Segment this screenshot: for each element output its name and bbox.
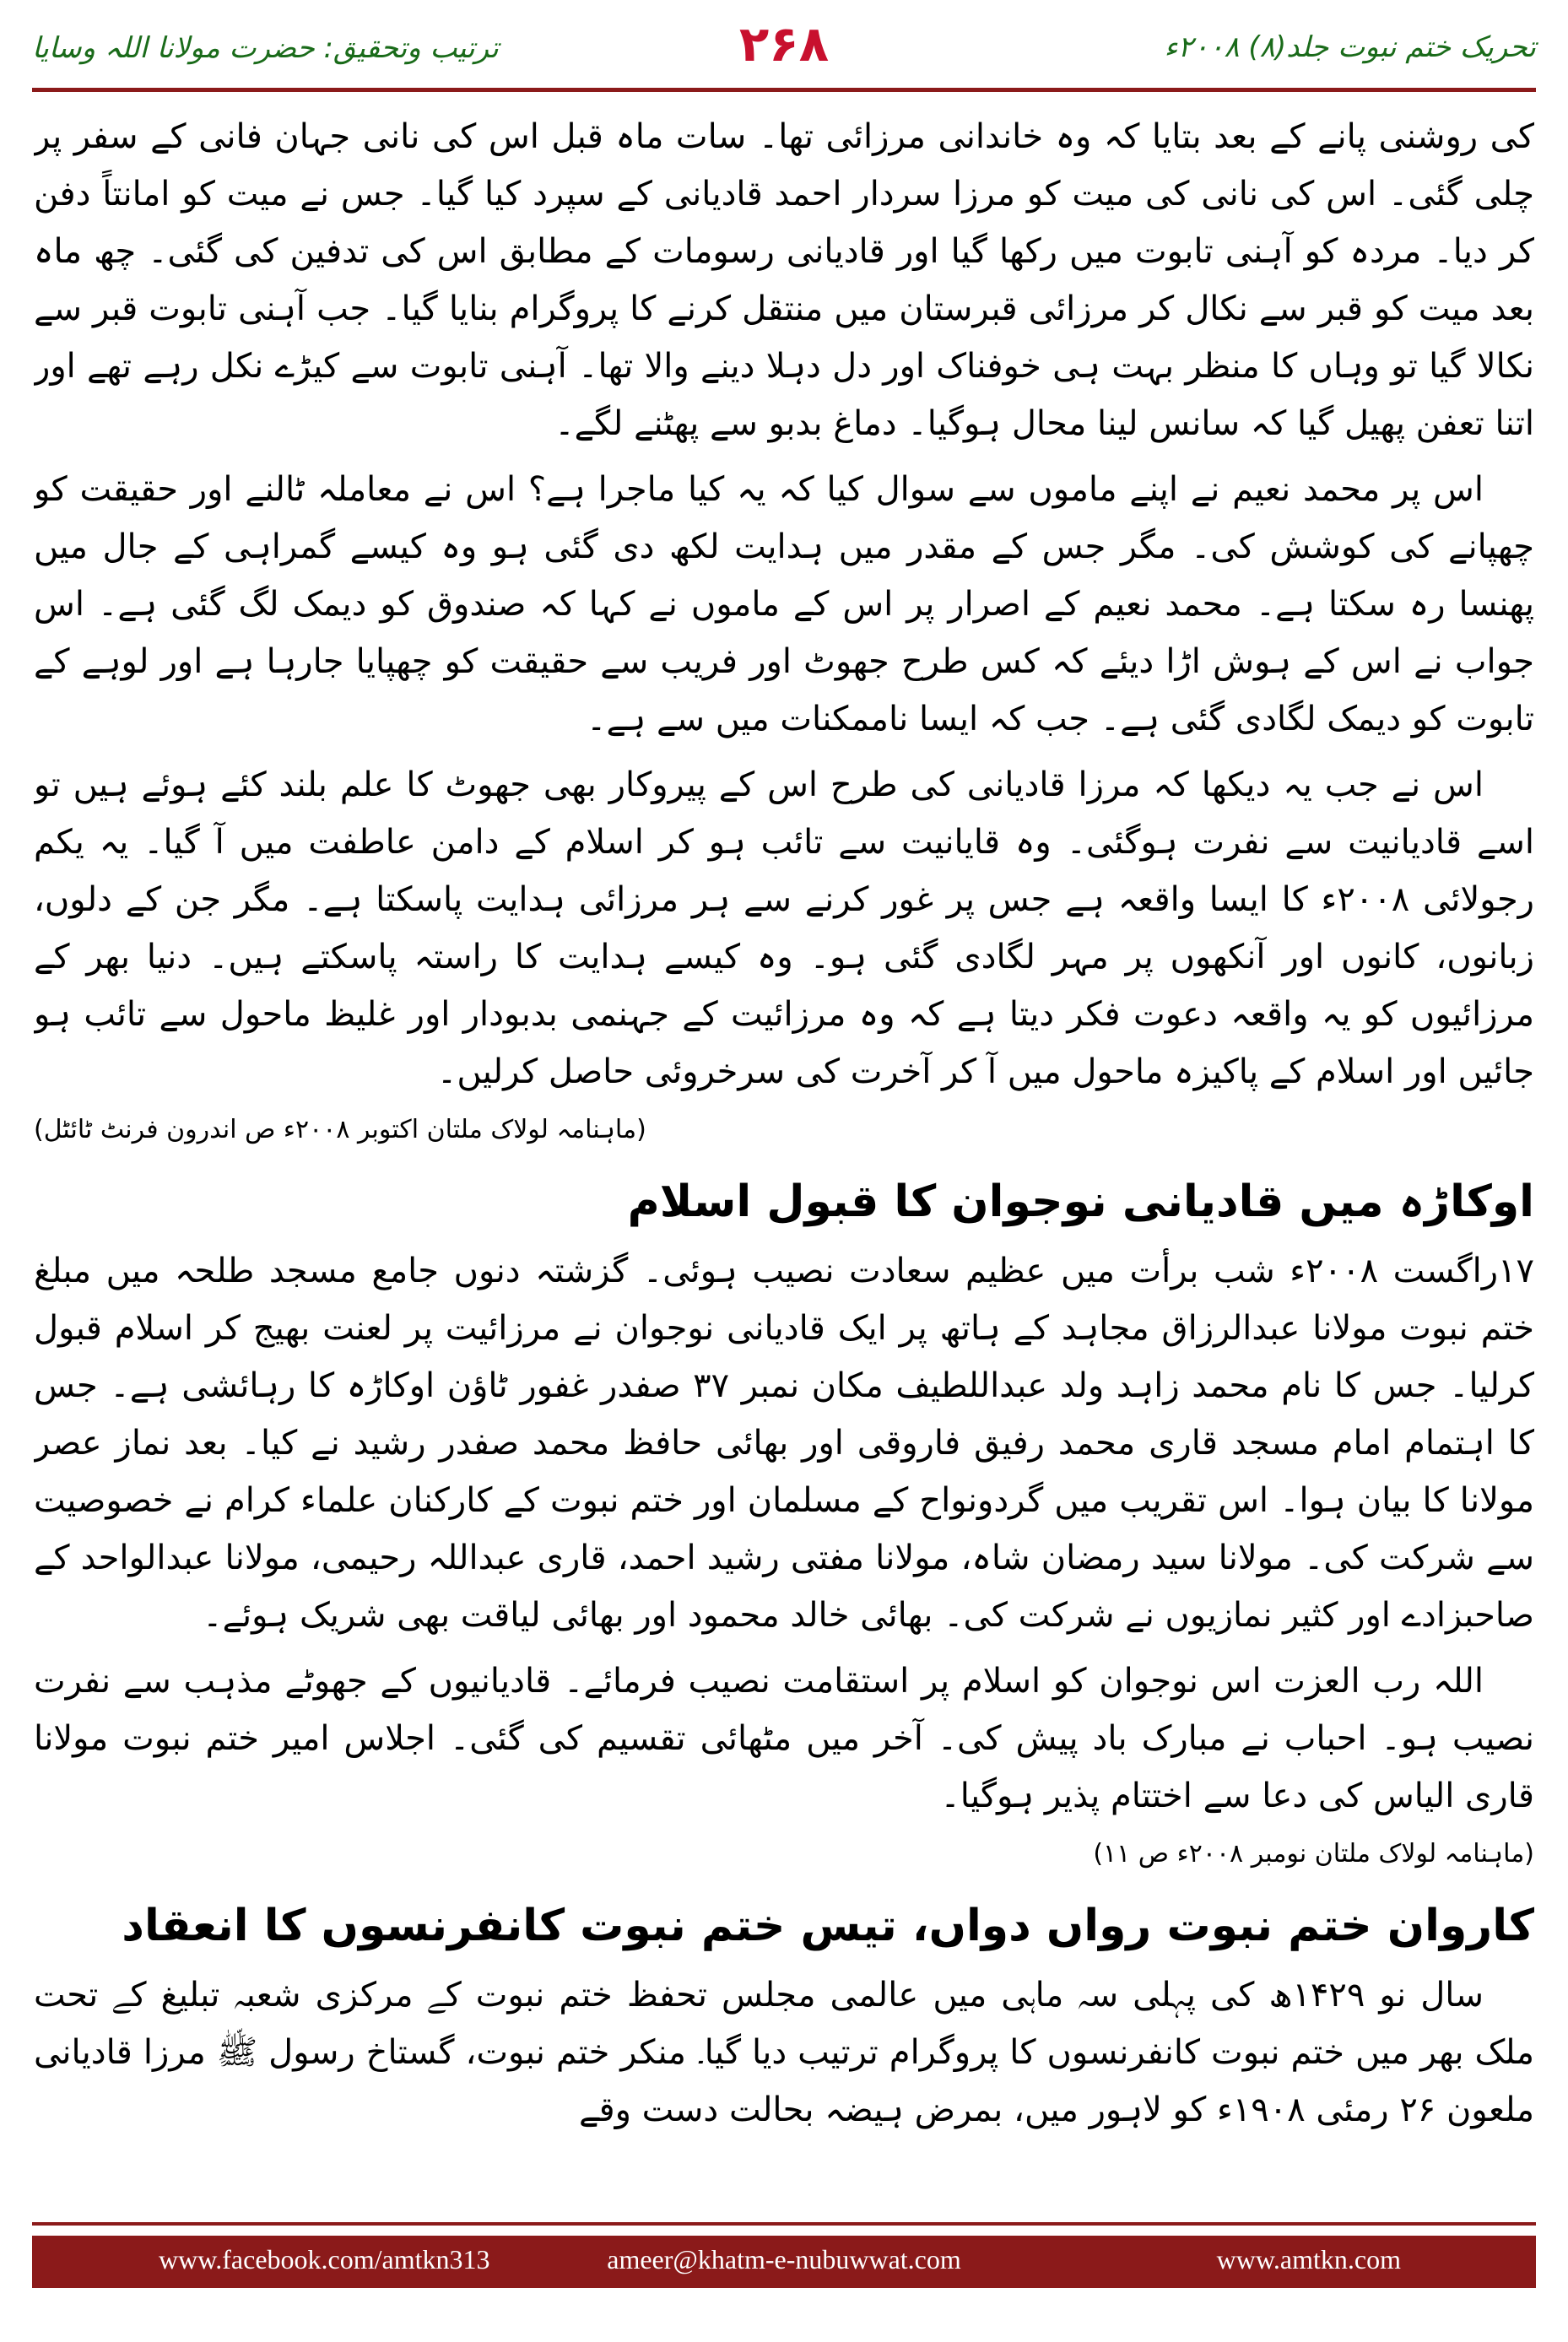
paragraph: اس پر محمد نعیم نے اپنے ماموں سے سوال کیا کہ یہ کیا ماجرا ہے؟ اس نے معاملہ ٹالنے اور حقیقت کو چھپانے کی کوشش کی۔ مگر جس کے مقدر میں ہدایت لکھ دی گئی ہو وہ کیسے گمراہی کے جال میں پھنسا رہ سکتا ہے۔ محمد نعیم کے اصرار پر اس کے ماموں نے کہا کہ صندوق کو دیمک لگ گئی ہے۔ اس جواب نے اس کے ہوش اڑا دیئے کہ کس طرح جھوٹ اور فریب سے حقیقت کو چھپایا جارہا ہے اور لوہے کے تابوت کو دیمک لگادی گئی ہے۔ جب کہ ایسا ناممکنات میں سے ہے۔ [34,470,1534,738]
series-title: تحریک ختم نبوت جلد(۸) ۲۰۰۸ء [1164,30,1536,64]
footer-website-link[interactable]: www.amtkn.com [1216,2244,1401,2274]
page-footer [32,2236,1536,2288]
compiler-credit: ترتیب وتحقیق: حضرت مولانا اللہ وسایا [32,31,499,65]
paragraph: اللہ رب العزت اس نوجوان کو اسلام پر استقامت نصیب فرمائے۔ قادیانیوں کے جھوٹے مذہب سے نفرت نصیب ہو۔ احباب نے مبارک باد پیش کی۔ آخر میں مٹھائی تقسیم کی گئی۔ اجلاس امیر ختم نبوت مولانا قاری الیاس کی دعا سے اختتام پذیر ہوگیا۔ [34,1662,1534,1815]
page-number: ۲۶۸ [738,15,830,73]
section-heading: اوکاڑہ میں قادیانی نوجوان کا قبول اسلام [627,1176,1534,1227]
paragraph: اس نے جب یہ دیکھا کہ مرزا قادیانی کی طرح اس کے پیروکار بھی جھوٹ کا علم بلند کئے ہوئے ہیں تو اسے قادیانیت سے نفرت ہوگئی۔ وہ قایانیت سے تائب ہو کر اسلام کے دامن عاطفت میں آ گیا۔ یہ یکم رجولائی ۲۰۰۸ء کا ایسا واقعہ ہے جس پر غور کرنے سے ہر مرزائی ہدایت پاسکتا ہے۔ مگر جن کے دلوں، زبانوں، کانوں اور آنکھوں پر مہر لگادی گئی ہو۔ وہ کیسے ہدایت کا راستہ پاسکتے ہیں۔ دنیا بھر کے مرزائیوں کو یہ واقعہ دعوت فکر دیتا ہے کہ وہ مرزائیت کے جہنمی بدبودار اور غلیظ ماحول سے تائب ہو جائیں اور اسلام کے پاکیزہ ماحول میں آ کر آخرت کی سرخروئی حاصل کرلیں۔ [34,765,1534,1091]
paragraph: کی روشنی پانے کے بعد بتایا کہ وہ خاندانی مرزائی تھا۔ سات ماہ قبل اس کی نانی جہان فانی کے سفر پر چلی گئی۔ اس کی نانی کی میت کو مرزا سردار احمد قادیانی کے سپرد کیا گیا۔ جس نے میت کو امانتاً دفن کر دیا۔ مردہ کو آہنی تابوت میں رکھا گیا اور قادیانی رسومات کے مطابق اس کی تدفین کی گئی۔ چھ ماہ بعد میت کو قبر سے نکال کر مرزائی قبرستان میں منتقل کرنے کا پروگرام بنایا گیا۔ جب آہنی تابوت قبر سے نکالا گیا تو وہاں کا منظر بہت ہی خوفناک اور دل دہلا دینے والا تھا۔ آہنی تابوت سے کیڑے نکل رہے تھے اور اتنا تعفن پھیل گیا کہ سانس لینا محال ہوگیا۔ دماغ بدبو سے پھٹنے لگے۔ [34,117,1534,443]
section-heading: کاروان ختم نبوت رواں دواں، تیس ختم نبوت کانفرنسوں کا انعقاد [122,1901,1534,1951]
paragraph: سال نو ۱۴۲۹ھ کی پہلی سہ ماہی میں عالمی مجلس تحفظ ختم نبوت کے مرکزی شعبہ تبلیغ کے تحت ملک بھر میں ختم نبوت کانفرنسوں کا پروگرام ترتیب دیا گیا۔ منکر ختم نبوت، گستاخ رسول ﷺ مرزا قادیانی ملعون ۲۶ رمئی ۱۹۰۸ء کو لاہور میں، بمرض ہیضہ بحالت دست وقے [34,1976,1534,2129]
header-divider [32,88,1536,92]
footer-divider [32,2222,1536,2226]
paragraph: ۱۷راگست ۲۰۰۸ء شب برأت میں عظیم سعادت نصیب ہوئی۔ گزشتہ دنوں جامع مسجد طلحہ میں مبلغ ختم نبوت مولانا عبدالرزاق مجاہد کے ہاتھ پر ایک قادیانی نوجوان نے مرزائیت پر لعنت بھیج کر اسلام قبول کرلیا۔ جس کا نام محمد زاہد ولد عبداللطیف مکان نمبر ۳۷ صفدر غفور ٹاؤن اوکاڑہ کا رہائشی ہے۔ جس کا اہتمام امام مسجد قاری محمد رفیق فاروقی اور بھائی حافظ محمد صفدر رشید نے کیا۔ بعد نماز عصر مولانا کا بیان ہوا۔ اس تقریب میں گردونواح کے مسلمان اور ختم نبوت کے کارکنان علماء کرام نے خصوصیت سے شرکت کی۔ مولانا سید رمضان شاہ، مولانا مفتی رشید احمد، قاری عبداللہ رحیمی، مولانا عبدالواحد کے صاحبزادے اور کثیر نمازیوں نے شرکت کی۔ بھائی خالد محمود اور بھائی لیاقت بھی شریک ہوئے۔ [34,1252,1534,1635]
page-header [32,15,1536,83]
page-content [34,108,1534,2224]
citation: (ماہنامہ لولاک ملتان نومبر ۲۰۰۸ء ص ۱۱) [1093,1839,1534,1869]
footer-email-link[interactable]: ameer@khatm-e-nubuwwat.com [607,2244,961,2274]
citation: (ماہنامہ لولاک ملتان اکتوبر ۲۰۰۸ء ص اندرون فرنٹ ٹائٹل) [34,1115,646,1144]
footer-facebook-link[interactable]: www.facebook.com/amtkn313 [159,2244,490,2274]
